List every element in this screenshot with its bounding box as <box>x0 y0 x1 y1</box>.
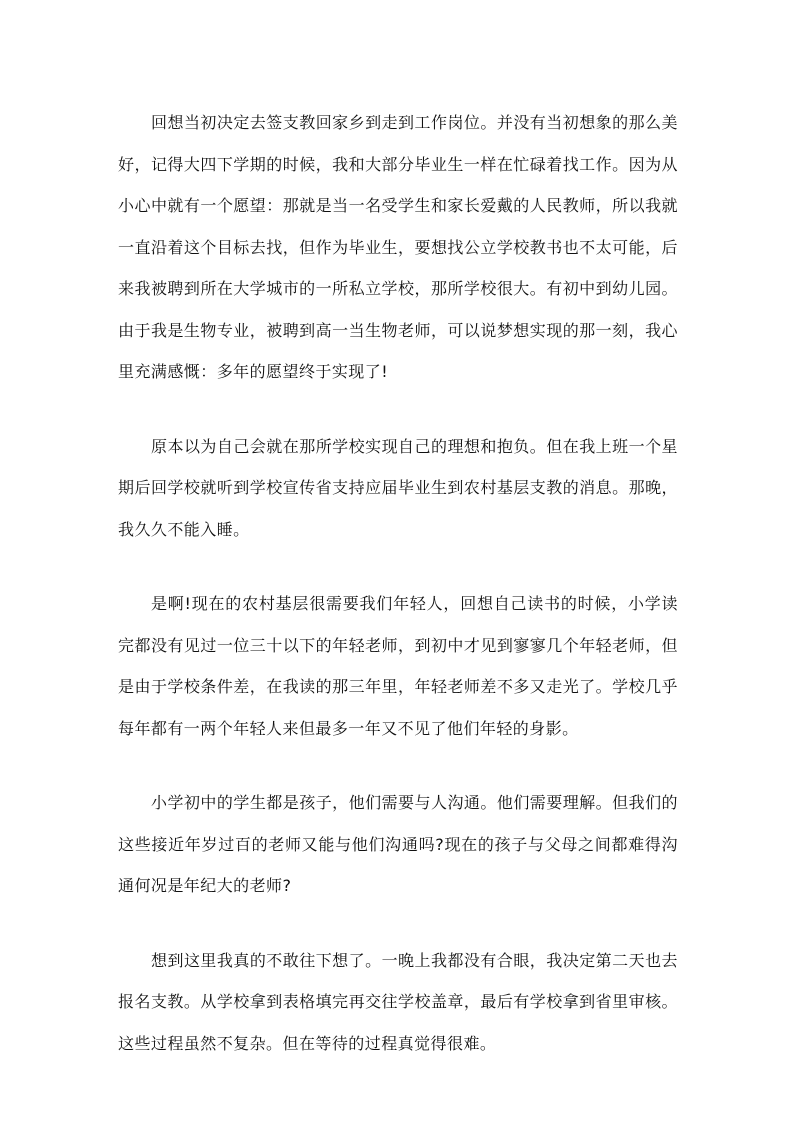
paragraph-1: 回想当初决定去签支教回家乡到走到工作岗位。并没有当初想象的那么美好，记得大四下学期的时候，我和大部分毕业生一样在忙碌着找工作。因为从小心中就有一个愿望：那就是当一名受学生和家长爱戴的人民教师，所以我就一直沿着这个目标去找，但作为毕业生，要想找公立学校教书也不太可能，后来我被聘到所在大学城市的一所私立学校，那所学校很大。有初中到幼儿园。由于我是生物专业，被聘到高一当生物老师，可以说梦想实现的那一刻，我心里充满感慨：多年的愿望终于实现了! <box>118 113 678 381</box>
paragraph-5: 想到这里我真的不敢往下想了。一晚上我都没有合眼，我决定第二天也去报名支教。从学校拿到表格填完再交往学校盖章，最后有学校拿到省里审核。这些过程虽然不复杂。但在等待的过程真觉得很难。 <box>118 950 678 1053</box>
paragraph-4: 小学初中的学生都是孩子，他们需要与人沟通。他们需要理解。但我们的这些接近年岁过百的老师又能与他们沟通吗?现在的孩子与父母之间都难得沟通何况是年纪大的老师? <box>118 793 678 895</box>
paragraph-2: 原本以为自己会就在那所学校实现自己的理想和抱负。但在我上班一个星期后回学校就听到学校宣传省支持应届毕业生到农村基层支教的消息。那晚，我久久不能入睡。 <box>118 436 678 539</box>
document-body <box>118 102 678 1097</box>
paragraph-3: 是啊!现在的农村基层很需要我们年轻人，回想自己读书的时候，小学读完都没有见过一位三十以下的年轻老师，到初中才见到寥寥几个年轻老师，但是由于学校条件差，在我读的那三年里，年轻老师差不多又走光了。学校几乎每年都有一两个年轻人来但最多一年又不见了他们年轻的身影。 <box>118 594 678 738</box>
